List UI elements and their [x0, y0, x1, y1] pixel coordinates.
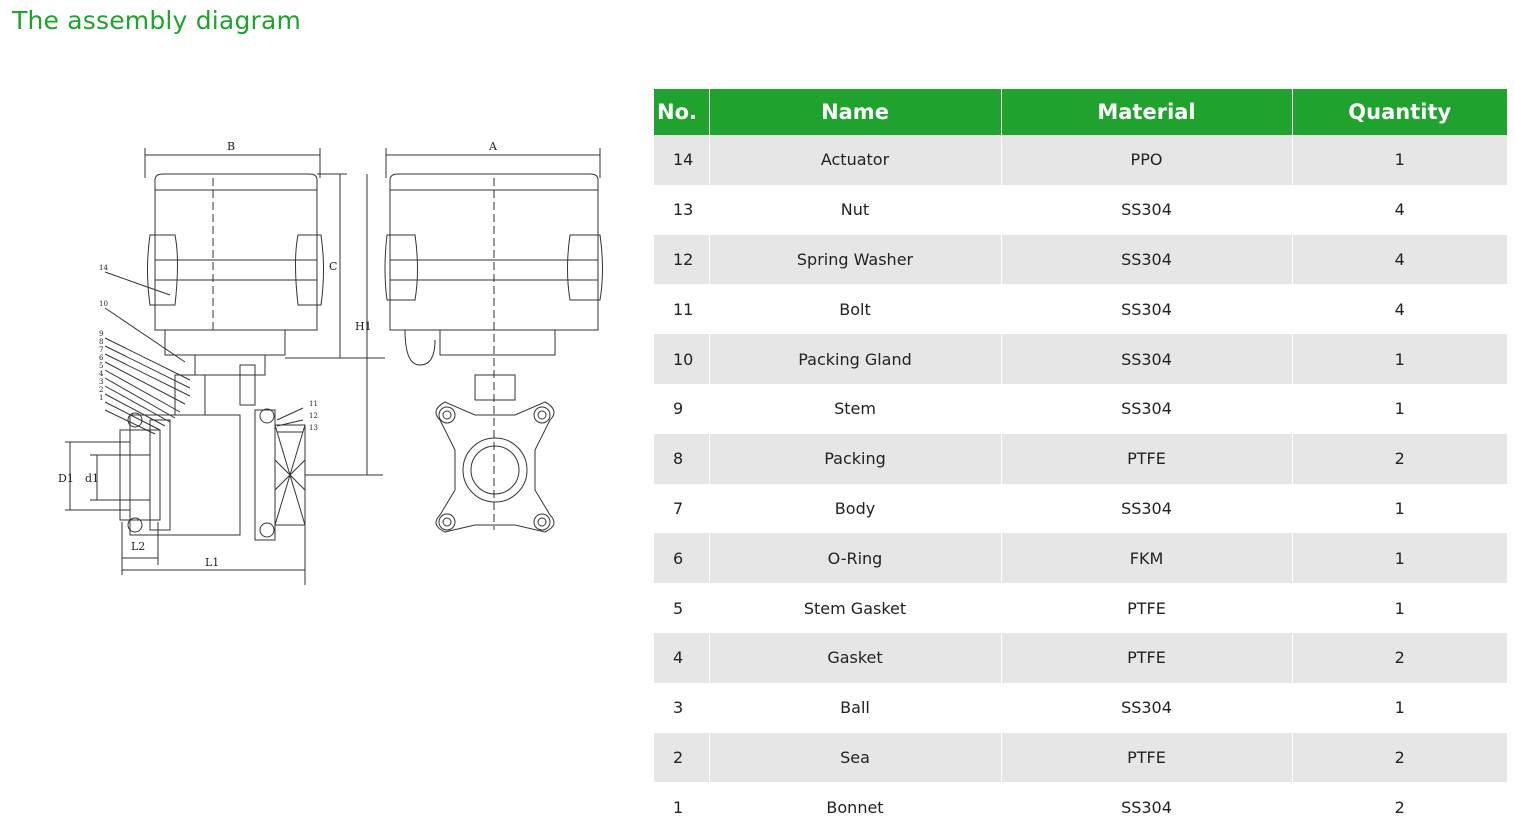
header-no: No.	[654, 89, 709, 135]
cell-name: Bolt	[709, 284, 1001, 334]
cell-name: Bonnet	[709, 782, 1001, 832]
table-row	[654, 633, 1507, 683]
dim-label-d1-inner: d1	[85, 472, 100, 485]
cell-quantity: 2	[1292, 434, 1507, 484]
cell-name: Body	[709, 484, 1001, 534]
cell-no: 8	[654, 434, 709, 484]
cell-material: SS304	[1001, 384, 1292, 434]
cell-material: PTFE	[1001, 434, 1292, 484]
cell-quantity: 1	[1292, 484, 1507, 534]
parts-table	[654, 89, 1507, 832]
cell-quantity: 4	[1292, 235, 1507, 285]
table-row	[654, 334, 1507, 384]
callout-3: 3	[99, 378, 104, 386]
cell-name: Actuator	[709, 135, 1001, 185]
table-row	[654, 484, 1507, 534]
cell-name: Ball	[709, 683, 1001, 733]
cell-no: 13	[654, 185, 709, 235]
cell-no: 14	[654, 135, 709, 185]
callout-5: 5	[99, 362, 104, 370]
cell-no: 12	[654, 235, 709, 285]
cell-name: Stem Gasket	[709, 583, 1001, 633]
actuator-clip-left	[148, 235, 178, 305]
table-row	[654, 782, 1507, 832]
callout-14: 14	[99, 264, 108, 272]
callout-2: 2	[99, 386, 104, 394]
cell-material: SS304	[1001, 683, 1292, 733]
table-header-row	[654, 89, 1507, 135]
cell-material: SS304	[1001, 484, 1292, 534]
table-row	[654, 683, 1507, 733]
callout-4: 4	[99, 370, 104, 378]
cell-material: SS304	[1001, 235, 1292, 285]
cell-material: PTFE	[1001, 633, 1292, 683]
cell-material: SS304	[1001, 284, 1292, 334]
cell-quantity: 1	[1292, 334, 1507, 384]
actuator-body-left	[155, 174, 317, 330]
cell-material: PTFE	[1001, 583, 1292, 633]
callout-6: 6	[99, 354, 104, 362]
cell-name: Packing Gland	[709, 334, 1001, 384]
cell-quantity: 1	[1292, 583, 1507, 633]
cell-quantity: 1	[1292, 533, 1507, 583]
table-row	[654, 135, 1507, 185]
cell-no: 1	[654, 782, 709, 832]
cell-name: Stem	[709, 384, 1001, 434]
cell-material: SS304	[1001, 334, 1292, 384]
assembly-diagram	[55, 130, 615, 600]
cell-name: Gasket	[709, 633, 1001, 683]
cell-name: Packing	[709, 434, 1001, 484]
cell-no: 11	[654, 284, 709, 334]
dim-label-c: C	[329, 260, 338, 273]
cell-material: SS304	[1001, 185, 1292, 235]
cell-quantity: 1	[1292, 384, 1507, 434]
table-row	[654, 533, 1507, 583]
callout-9: 9	[99, 330, 104, 338]
cell-material: FKM	[1001, 533, 1292, 583]
table-row	[654, 583, 1507, 633]
cell-no: 7	[654, 484, 709, 534]
table-row	[654, 384, 1507, 434]
dim-label-l2: L2	[131, 540, 146, 553]
cell-no: 3	[654, 683, 709, 733]
cell-no: 6	[654, 533, 709, 583]
dim-label-l1: L1	[205, 556, 220, 569]
callout-10: 10	[99, 300, 108, 308]
callout-12: 12	[309, 412, 318, 420]
cell-quantity: 2	[1292, 633, 1507, 683]
valve-flange-front	[436, 402, 554, 532]
cell-no: 5	[654, 583, 709, 633]
callout-1: 1	[99, 394, 104, 402]
table-row	[654, 284, 1507, 334]
callout-7: 7	[99, 346, 104, 354]
header-quantity: Quantity	[1292, 89, 1507, 135]
cell-no: 9	[654, 384, 709, 434]
cell-name: Spring Washer	[709, 235, 1001, 285]
header-name: Name	[709, 89, 1001, 135]
cell-material: PPO	[1001, 135, 1292, 185]
table-row	[654, 235, 1507, 285]
dim-label-b: B	[227, 140, 236, 153]
cell-quantity: 4	[1292, 284, 1507, 334]
header-material: Material	[1001, 89, 1292, 135]
cell-quantity: 1	[1292, 135, 1507, 185]
cell-quantity: 2	[1292, 733, 1507, 783]
cell-material: SS304	[1001, 782, 1292, 832]
cell-no: 4	[654, 633, 709, 683]
dim-label-a: A	[489, 140, 497, 153]
table-row	[654, 733, 1507, 783]
cell-name: Sea	[709, 733, 1001, 783]
cell-quantity: 4	[1292, 185, 1507, 235]
dim-label-d1-outer: D1	[58, 472, 74, 485]
cell-quantity: 2	[1292, 782, 1507, 832]
cell-quantity: 1	[1292, 683, 1507, 733]
callout-8: 8	[99, 338, 104, 346]
table-row	[654, 434, 1507, 484]
cell-name: Nut	[709, 185, 1001, 235]
table-row	[654, 185, 1507, 235]
cell-name: O-Ring	[709, 533, 1001, 583]
page-title: The assembly diagram	[12, 6, 302, 35]
actuator-clip-right	[296, 235, 324, 305]
cell-no: 10	[654, 334, 709, 384]
cell-material: PTFE	[1001, 733, 1292, 783]
callout-11: 11	[309, 400, 318, 408]
callout-13: 13	[309, 424, 318, 432]
cell-no: 2	[654, 733, 709, 783]
dim-label-h1: H1	[355, 320, 372, 333]
